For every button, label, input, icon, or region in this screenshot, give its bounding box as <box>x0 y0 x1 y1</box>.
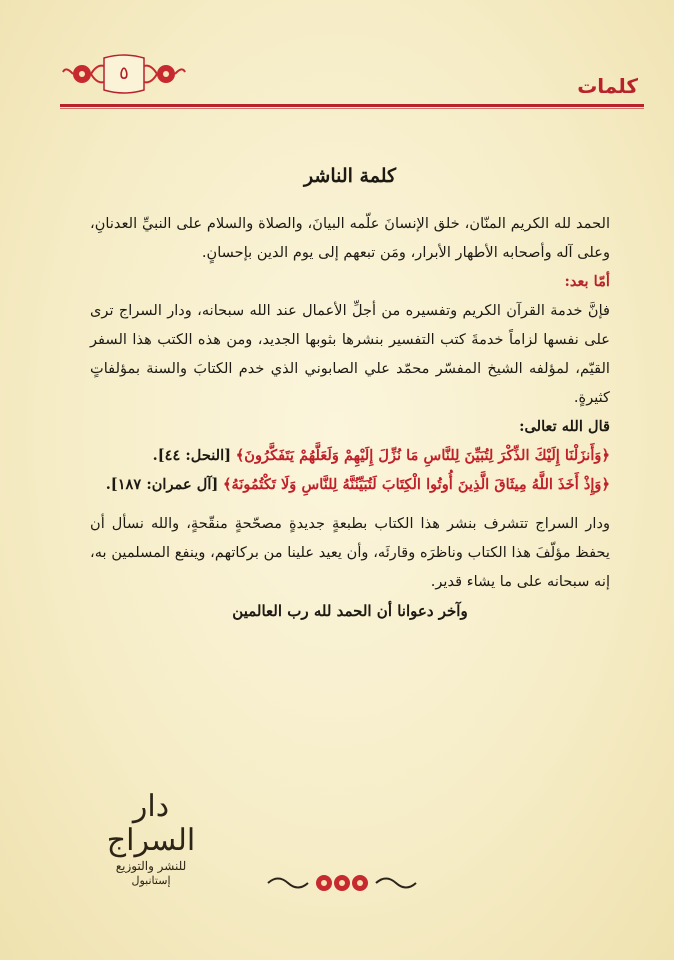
logo-name: دار السراج <box>106 789 196 858</box>
article-body <box>90 165 610 620</box>
ayah-2-line <box>90 470 610 499</box>
qala-heading: قال الله تعالى: <box>519 418 610 435</box>
closing-prayer: وآخر دعوانا أن الحمد لله رب العالمين <box>232 602 468 620</box>
page-header <box>0 0 674 110</box>
ayah-1-text: ﴿وَأَنزَلْنَا إِلَيْكَ الذِّكْرَ لِتُبَيِّنَ لِلنَّاسِ مَا نُزِّلَ إِلَيْهِمْ وَلَعَلَّهُمْ يَتَفَكَّرُونَ﴾ <box>235 447 610 464</box>
section-title: كلمات <box>577 74 638 98</box>
ayah-2-text: ﴿وَإِذْ أَخَذَ اللَّهُ مِيثَاقَ الَّذِينَ أُوتُوا الْكِتَابَ لَتُبَيِّنُنَّهُ لِلنَّاسِ وَلَا تَكْتُمُونَهُ﴾ <box>222 476 610 493</box>
logo-city: إستانبول <box>131 874 171 887</box>
paragraph-publisher: فإنَّ خدمة القرآن الكريم وتفسيره من أجلِّ الأعمال عند الله سبحانه، ودار السراج ترى على نفسها لزاماً خدمةَ كتب التفسير بنشرها بثوبها الجديد، ومن هذه الكتب هذا السفر القيّم، لمؤلفه الشيخ المفسّر محمّد علي الصابوني الذي خدم الكتابَ والسنة بمؤلفاتٍ كثيرةٍ. <box>90 302 610 406</box>
paragraph-closing: ودار السراج تتشرف بنشر هذا الكتاب بطبعةٍ جديدةٍ مصحّحةٍ منقّحةٍ، والله نسأل أن يحفظ مؤلّفَ هذا الكتاب وناظرَه وقارئَه، وأن يعيد علينا من بركاتهم، وينفع المسلمين به، إنه سبحانه على ما يشاء قدير. <box>90 515 610 590</box>
header-rule-thin <box>60 108 644 109</box>
paragraph-intro: الحمد لله الكريم المنّان، خلق الإنسانَ علّمه البيانَ، والصلاة والسلام على النبيِّ العدنانِ، وعلى آله وأصحابه الأطهار الأبرار، ومَن تبعهم إلى يوم الدين بإحسانٍ. <box>90 215 610 261</box>
header-rule <box>60 104 644 107</box>
article-title: كلمة الناشر <box>303 165 397 187</box>
publisher-logo <box>86 789 216 887</box>
ayah-1-reference: [النحل: ٤٤]. <box>152 447 232 464</box>
ayah-1-line <box>90 441 610 470</box>
logo-tagline: للنشر والتوزيع <box>115 859 187 873</box>
ayah-2-reference: [آل عمران: ١٨٧]. <box>105 476 219 493</box>
spacer <box>90 499 610 509</box>
amma-bad-heading: أمّا بعد: <box>564 273 610 290</box>
page-number: ٥ <box>119 63 129 84</box>
footer-ornament <box>262 872 422 894</box>
